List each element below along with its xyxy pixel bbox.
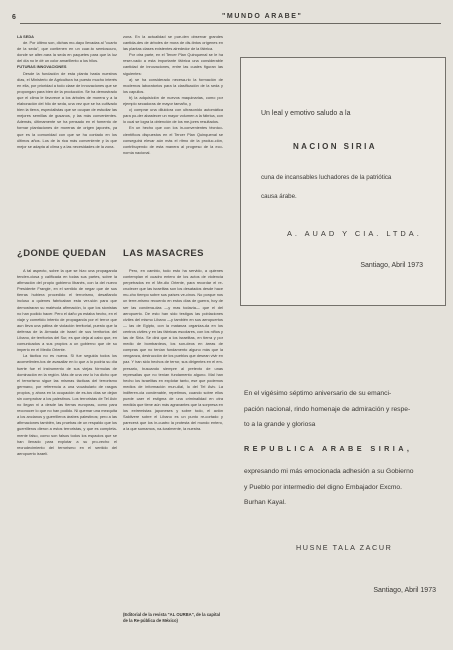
paragraph: Desde la fundación de esta planta hasta nuestros días, el Ministerio de Agricultura ha puesto mucho interés en ella, por prioridad a todo clase de innovaciones que se propongan para bien de la producción. Se ha demostrado que el clima le favorece a los árboles de morera y a la elaboración del hilo de seda, una vez que se ha cultivado bien la tierra, especialistas que se ocupan de estudiar las mejores semillas de gusanos, y las más convenientes. Además, últimamente se ha pensado en el fomento de formar plantaciones de moreras de origen japonés, ya que es la comunidad con que se ha contado en los últimos años. Los de la rica más conveniente y la que mejor se adapta al clima y a las necesidades de la zona. [17,70,117,149]
ad-company: A. AUAD Y CIA. LTDA. [287,229,422,238]
paragraph: Por otra parte, en el Tercer Plan Quinquenal se le ha reser-vado a esta importante fábrica una considerable cantidad de innovaciones, entre las cuales figuran las siguientes: [123,52,223,76]
article-column-right-bottom [123,268,223,608]
paragraph: c) comprar una diluidora con ultrasonido automática para po-der abastecer un mayor volumen a la fábrica, con lo cual se logra la obtención de los me-jores resultados. [123,107,223,125]
ad-text: expresando mi más emocionada adhesión a su Gobierno [244,468,414,475]
ad-date: Santiago, Abril 1973 [360,262,423,269]
page-number: 6 [12,14,16,21]
section-heading: LA SEDA [17,34,34,39]
header-rule [20,23,441,24]
magazine-title: "MUNDO ARABE" [222,13,303,20]
ad-text: to a la grande y gloriosa [244,421,316,428]
ad-text: cuna de incansables luchadores de la patriótica [261,174,392,181]
paragraph: zona. En la actualidad se pue-den observar grandes cantida-des de árboles de mora de dis-tintos orígenes en las plantas clases existentes alrededor de la fábrica. [123,34,223,52]
article-column-right-top [123,34,223,156]
advertisement-auad [240,57,446,306]
editorial-note: (Editorial de la revista "AL OURBA", de la capital de la Re-pública de México) [123,612,220,623]
ad-signature: HUSNE TALA ZACUR [296,543,393,552]
paragraph: En un hecho que con los in-convenientes técnico-científicos dispuestos en el Tercer Plan Quinquenal se conseguirá elevar aún más el ritmo de la produc-ción, contribuyendo de esta manera al progreso de la eco-nomía nacional. [123,125,223,155]
paragraph: Pero, en cambio, todo esto ha servido, a quienes contemplan el cuadro entero de los actos de violencia perpetrados en el Me-dio Oriente, para recordar el re-crudecer que las israelitas son los desatados desde hace mu-cho tiempo sobre sus países ve-cinos. No porque nos un terre-mismo recuerdo en estos días de guerra, hoy de ser las condena-das —y mas todavía— que el del aeropuerto. De esto han sido testigos las poblaciones civiles del mismo Líbano —y también en sus aeropuertos— las de Egipto, con la matanza organiza-da en los centros civiles y en las fábricas escolares, con los niños y las de Siria. Se dirá que a los israelitas, en tierra y por medio de bombardeos, los son-deos en áreas de compras que no tenían fundamento alguno más que la venganza, destrucción de los pueblos que desean vivir en paz. Y han sido hechos de terror, sus dirigentes en el em-presario, buscando siempre al pretexto de unas represalias que no tenían fundamento alguno. Mal han hecho los israelitas en explotar tanto, ese que podemos medios de información mun-dial, lo del Tel Aviv. La indiferen-cia condenable, repetimos, cuando sobre ellos puede caer el estigma de una criminalidad en otra medida que tiene aún más agravantes que la sorpresa en los extremistas japoneses y sobre todo, el avión Saldivere sobre el Líbano es un punto re-cortado y parecerá que los in-cuatro la protesta del mundo entero, a la que sumamos, na-turalmente, la nuestra. [123,268,223,432]
paragraph: de. Por último son, dichas mo-dayo llevadas al "cuarto de la seda", que contienen en un cuar-to semioscuro, donde se alter-nara la seda en paquetes para que la luz del día no le dé un color amarillento a los hilos. [17,40,117,64]
article-column-left-top [17,34,117,150]
paragraph: La táctica no es nueva. Si fue seguida todos los acometimien-tos de avasallar en lo que a lo podría su día fuerte fue el instrumento de sus viejas fórmulas de dominación en la región. Más de una vez lo ha dicho que el terrorismo sigue las mismas tácticas del terrorismo germano, por referencia a una vocabulario de rasgos propios, y ahora en la ocupación de es-tos días se dejan sin comprobar a los palestinos. Los terroristas de Tel Aviv no llegan ni a desde las tierras europeas, como para reconocer lo que no han podido. Ni quemar una mezquita a los ancianos y guerrilleros árabes palestinos; pero a las afirmaciones también, las pruebas de un respaldo que los guerrilleros dieron a estos terroristas, y que es completa-mente falso, como son falsos todos los espacios que se han llenado para explotar a su pro-vecho el recrudecimiento del terrorismo en el sentido del aeropuerto israelí. [17,353,117,456]
ad-text: causa árabe. [261,193,297,200]
ad-republic-title: REPUBLICA ARABE SIRIA, [244,444,413,453]
section-title-right: LAS MASACRES [123,248,204,259]
paragraph: A tal aspecto, sobre la que se hizo una propaganda tenden-ciosa y calificada en todas sus partes, sobre la afirmación del propio gobierno libanés, con la del nuevo Presidente Frangie, en el sentido de negar que de sus tierras hubiera procedido el terrorismo, desafiando incluso a quienes fabricaban esta ver-sión para que demostraran su malévola afirmación, lo que los sionistas no han podido hacer. Pero el daño ya estaba hecho, en el viaje y cometido intento de propaganda por el terror que aun lleva una pátina de violación territorial, puesto que la defensa de la Armada de Israel de sus territorios del Líbano, de territorios del Sur, es que deja al cabo que, en comunicados a sus propios a un gobierno que de su imperio en el Medio Oriente. [17,268,117,353]
ad-text: pación nacional, rindo homenaje de admiración y respe- [244,406,411,413]
ad-date: Santiago, Abril 1973 [373,587,436,594]
paragraph: a) se ha considerado necesa-rio la formación de modernos laboratorios para la clasificación de la seda y los capullos. [123,76,223,94]
ad-nation-title: NACION SIRIA [293,142,377,151]
ad-text: y Pueblo por intermedio del digno Embajador Excmo. [244,484,402,491]
ad-text: En el vigésimo séptimo aniversario de su emanci- [244,390,392,397]
section-title-left: ¿DONDE QUEDAN [17,248,107,259]
advertisement-zacur [224,380,448,650]
subheading: FUTURAS INNOVACIONES [17,64,67,70]
ad-greeting: Un leal y emotivo saludo a la [261,110,351,117]
paragraph: b) la adquisición de nuevos maquinarias, como por ejemplo secadoras de mayor tamaño, y [123,94,223,107]
article-column-left-bottom [17,268,117,648]
ad-text: Burhan Kayal. [244,499,287,506]
